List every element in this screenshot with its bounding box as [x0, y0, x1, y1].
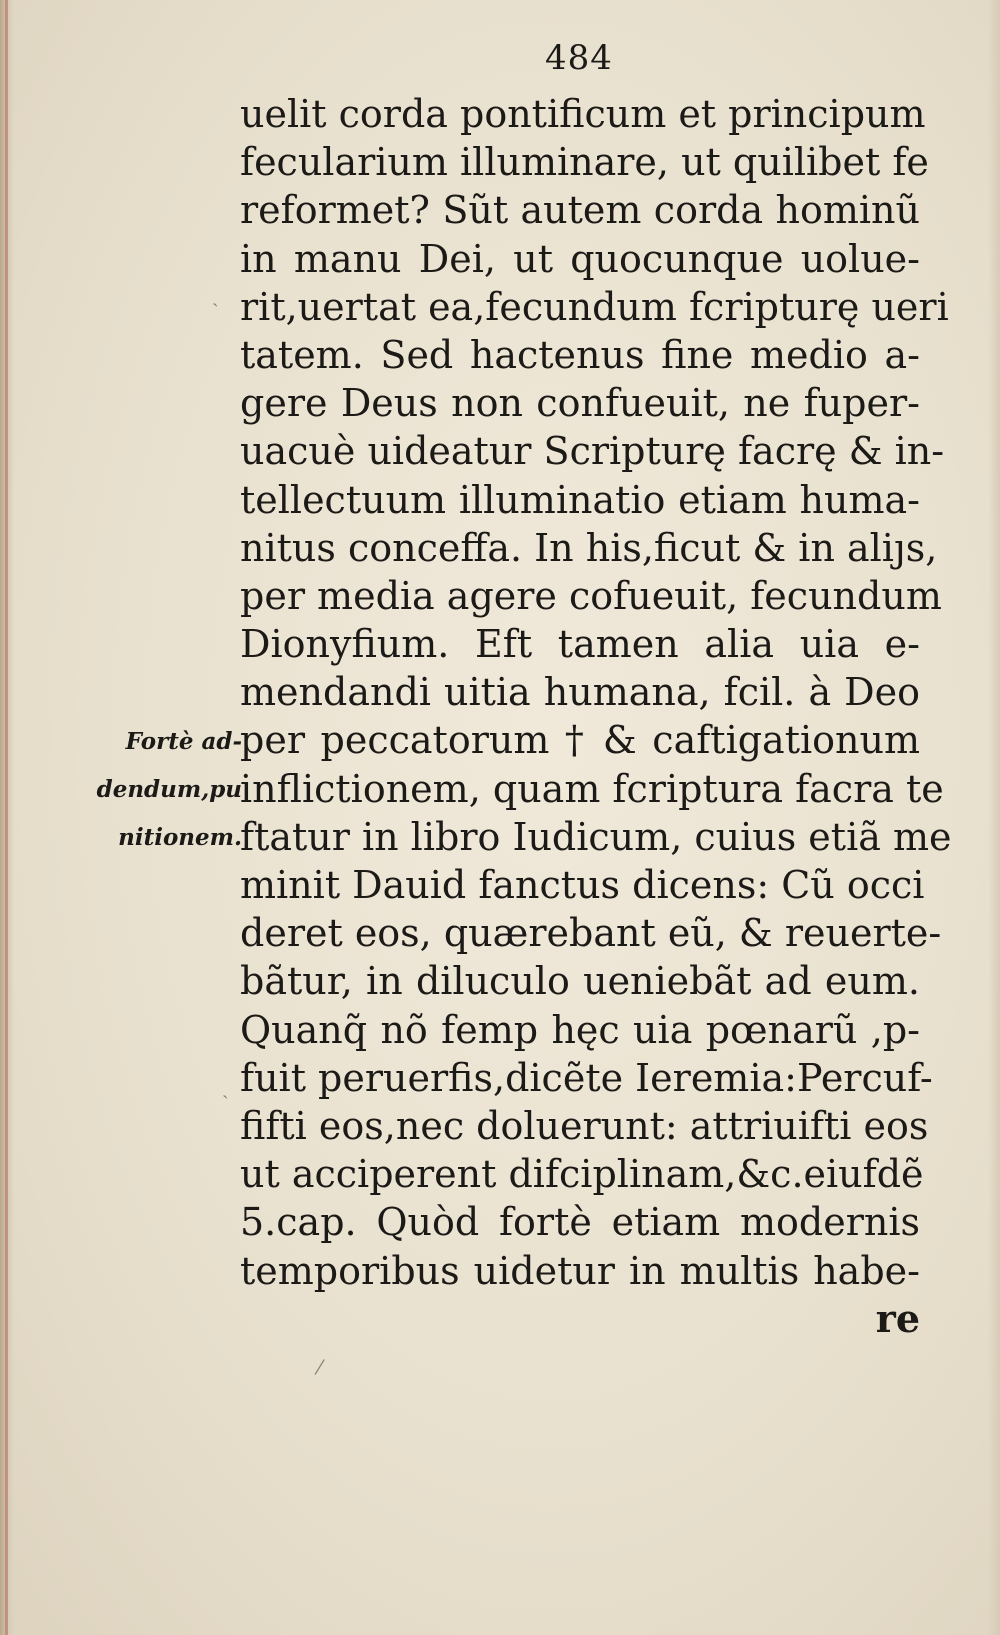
text-line: 5.cap. Quòd fortè etiam modernis	[240, 1200, 920, 1245]
marginal-note-line: nitionem.	[118, 824, 242, 851]
marginal-note	[72, 718, 242, 862]
ink-speck: ˏ	[222, 1075, 229, 1099]
text-line: in manu Dei, ut quocunque uolue-	[240, 236, 920, 281]
text-line: bãtur, in diluculo ueniebãt ad eum.	[240, 959, 920, 1004]
page-edge-red-stain	[5, 0, 8, 1635]
text-line: Quanq̃ nõ femp hęc uia pœnarũ ,p-	[240, 1007, 920, 1052]
marginal-note-line: dendum,pu	[96, 776, 242, 803]
marginal-note-line: Fortè ad-	[125, 728, 242, 755]
text-line: gere Deus non confueuit, ne fuper-	[240, 381, 920, 426]
catchword: re	[875, 1295, 920, 1341]
page-edge-right	[988, 0, 1000, 1635]
text-line: fifti eos,nec doluerunt: attriuifti eos	[240, 1103, 929, 1148]
text-line: fecularium illuminare, ut quilibet fe	[240, 140, 929, 185]
text-line: rit,uertat ea,fecundum fcripturę ueri	[240, 284, 949, 329]
text-line: Dionyfium. Eft tamen alia uia e-	[240, 622, 920, 667]
text-line: uacuè uideatur Scripturę facrę & in-	[240, 429, 945, 474]
text-line: tellectuum illuminatio etiam huma-	[240, 477, 920, 522]
text-line: reformet? Sũt autem corda hominũ	[240, 188, 920, 233]
text-line: per media agere cofueuit, fecundum	[240, 573, 942, 618]
ink-speck: ⁄	[318, 1355, 322, 1379]
text-line: temporibus uidetur in multis habe-	[240, 1248, 920, 1293]
page-number: 484	[545, 38, 613, 78]
text-line: tatem. Sed hactenus fine medio a-	[240, 332, 920, 377]
text-line: nitus conceffa. In his,ficut & in aliȷs,	[240, 525, 938, 570]
text-line: per peccatorum † & caftigationum	[240, 718, 920, 763]
text-line: minit Dauid fanctus dicens: Cũ occi	[240, 863, 925, 907]
text-line: ftatur in libro Iudicum, cuius etiã me	[240, 814, 952, 859]
text-line: mendandi uitia humana, fcil. à Deo	[240, 670, 920, 715]
text-line: fuit peruerfis,dicẽte Ieremia:Percuf-	[240, 1055, 933, 1100]
text-line: ut acciperent difciplinam,&c.eiufdẽ	[240, 1152, 924, 1197]
main-text-block	[240, 90, 952, 1343]
text-line: uelit corda pontificum et principum	[240, 92, 926, 136]
text-line: inflictionem, quam fcriptura facra te	[240, 766, 944, 811]
ink-speck: ˏ	[212, 283, 219, 307]
text-line: deret eos, quærebant eũ, & reuerte-	[240, 911, 942, 956]
